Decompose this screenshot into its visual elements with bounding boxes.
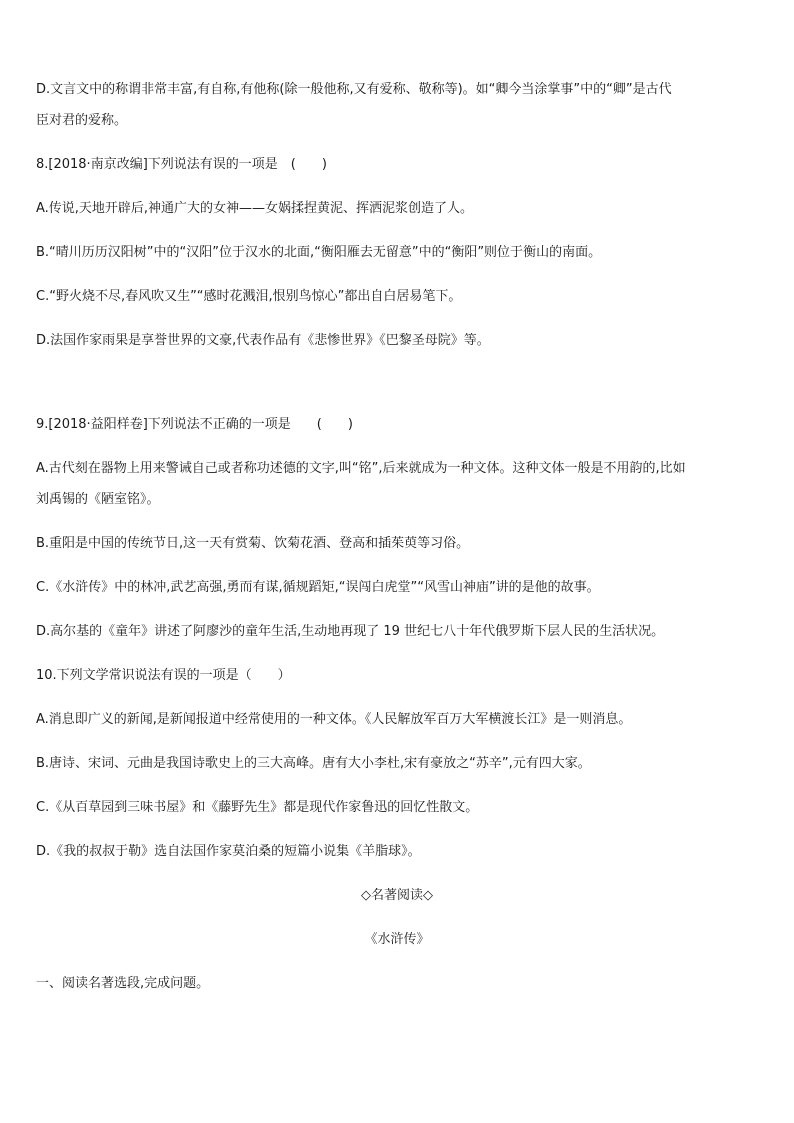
q10-option-b: B.唐诗、宋词、元曲是我国诗歌史上的三大高峰。唐有大小李杜,宋有豪放之“苏辛”,元有四大家。 <box>36 756 591 771</box>
q9-option-b: B.重阳是中国的传统节日,这一天有赏菊、饮菊花酒、登高和插茱萸等习俗。 <box>36 536 470 551</box>
q7-option-d-line2: 臣对君的爱称。 <box>36 113 128 128</box>
section-heading: ◇名著阅读◇ <box>361 888 433 903</box>
reading-instruction: 一、阅读名著选段,完成问题。 <box>36 976 210 991</box>
q9-option-d: D.高尔基的《童年》讲述了阿廖沙的童年生活,生动地再现了 19 世纪七八十年代俄罗斯下层人民的生活状况。 <box>36 624 665 639</box>
q9-stem: 9.[2018·益阳样卷]下列说法不正确的一项是 ( ) <box>36 417 353 432</box>
q7-option-d-line1: D.文言文中的称谓非常丰富,有自称,有他称(除一般他称,又有爱称、敬称等)。如“卿今当涂掌事”中的“卿”是古代 <box>36 82 672 97</box>
q8-stem: 8.[2018·南京改编]下列说法有误的一项是 ( ) <box>36 157 327 172</box>
q9-option-a-line2: 刘禹锡的《陋室铭》。 <box>36 492 160 507</box>
q9-option-a-line1: A.古代刻在器物上用来警诫自己或者称功述德的文字,叫“铭”,后来就成为一种文体。这种文体一般是不用韵的,比如 <box>36 461 686 476</box>
q8-option-c: C.“野火烧不尽,春风吹又生”“感时花溅泪,恨别鸟惊心”都出自白居易笔下。 <box>36 289 462 304</box>
q9-option-c: C.《水浒传》中的林冲,武艺高强,勇而有谋,循规蹈矩,“误闯白虎堂”“风雪山神庙”讲的是他的故事。 <box>36 580 600 595</box>
q10-option-c: C.《从百草园到三味书屋》和《藤野先生》都是现代作家鲁迅的回忆性散文。 <box>36 800 479 815</box>
q10-option-a: A.消息即广义的新闻,是新闻报道中经常使用的一种文体。《人民解放军百万大军横渡长江》是一则消息。 <box>36 712 632 727</box>
q10-option-d: D.《我的叔叔于勒》选自法国作家莫泊桑的短篇小说集《羊脂球》。 <box>36 844 421 859</box>
q8-option-b: B.“晴川历历汉阳树”中的“汉阳”位于汉水的北面,“衡阳雁去无留意”中的“衡阳”则位于衡山的南面。 <box>36 245 602 260</box>
q10-stem: 10.下列文学常识说法有误的一项是（ ） <box>36 668 291 683</box>
book-title: 《水浒传》 <box>364 932 430 947</box>
q8-option-a: A.传说,天地开辟后,神通广大的女神——女娲揉捏黄泥、挥洒泥浆创造了人。 <box>36 201 474 216</box>
q8-option-d: D.法国作家雨果是享誉世界的文豪,代表作品有《悲惨世界》《巴黎圣母院》等。 <box>36 333 490 348</box>
